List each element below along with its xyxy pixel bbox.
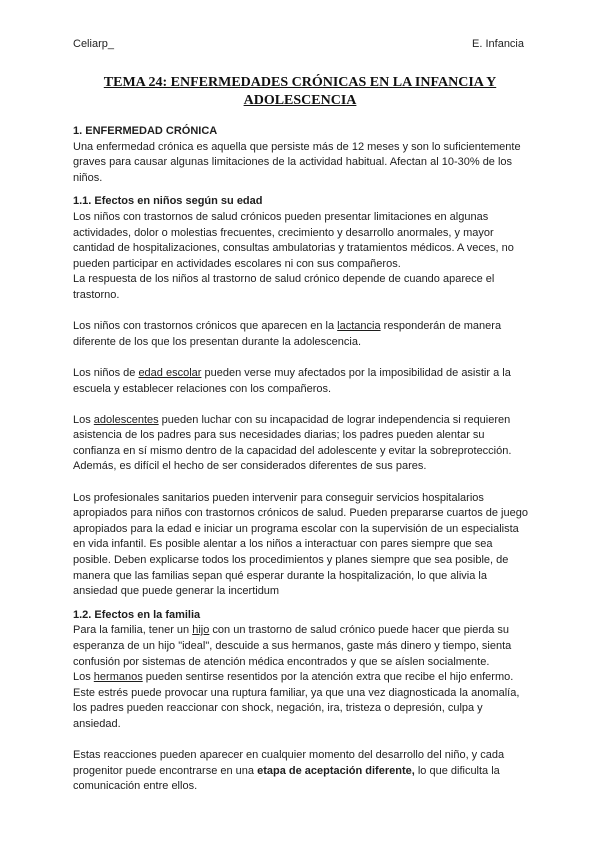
- paragraph: [73, 670, 528, 686]
- paragraph: Los niños con trastornos de salud crónicos pueden presentar limitaciones en algunas actividades, dolor o molestias frecuentes, crecimiento y desarrollo anormales, y mayor cantidad de hospitalizaciones, consultas ambulatorias y tratamientos médicos. A veces, no pueden participar en actividades escolares ni con sus compañeros.: [73, 210, 514, 270]
- text-run: lo que dificulta la comunicación entre ellos.: [73, 764, 500, 793]
- text-run: Los niños de: [73, 366, 139, 379]
- text-run: pueden sentirse resentidos por la atención extra que recibe el hijo enfermo.: [142, 671, 514, 684]
- underlined-term: adolescentes: [93, 413, 159, 426]
- text-run: Estas reacciones pueden aparecer en cualquier momento del desarrollo del niño, y cada progenitor puede encontrarse en una: [73, 749, 505, 777]
- bold-term: etapa de aceptación diferente,: [257, 764, 415, 777]
- paragraph: Una enfermedad crónica es aquella que persiste más de 12 meses y son lo suficientemente graves para causar algunas limitaciones de la actividad habitual. Afectan al 10-30% de los niños.: [73, 140, 521, 184]
- paragraph: [73, 623, 528, 670]
- paragraph: [73, 748, 528, 795]
- title-line-2: ADOLESCENCIA: [243, 93, 357, 108]
- title-line-1: TEMA 24: ENFERMEDADES CRÓNICAS EN LA INFANCIA Y: [103, 75, 497, 90]
- text-run: pueden verse muy afectados por la imposibilidad de asistir a la escuela y establecer relaciones con los compañeros.: [73, 366, 511, 395]
- paragraph: Este estrés puede provocar una ruptura familiar, ya que una vez diagnosticada la anomalía, los padres pueden reaccionar con shock, negación, ira, tristeza o depresión, culpa y ansiedad.: [73, 686, 520, 730]
- underlined-term: hermanos: [93, 671, 143, 684]
- text-run: responderán de manera diferente de los que los presentan durante la adolescencia.: [73, 320, 502, 348]
- paragraph: Los profesionales sanitarios pueden intervenir para conseguir servicios hospitalarios apropiados para niños con trastornos crónicos de salud. Pueden prepararse cuartos de juego apropiados para la edad e iniciar un programa escolar con la supervisión de un especialista en vida infantil. Es posible alentar a los niños a interactuar con pares siempre que sea posible. Deben explicarse todos los procedimientos y planes siempre que sea posible, de manera que las familias sepan qué esperar durante la hospitalización, lo que alivia la ansiedad que puede generar la incertidum: [73, 491, 528, 598]
- text-run: pueden luchar con su incapacidad de lograr independencia si requieren asistencia de los padres para sus necesidades diarias; los padres pueden alentar su confianza en sí mismo dentro de la capacidad del adolescente y evitar la sobreprotección. Además, es difícil el hecho de ser considerados diferentes de sus pares.: [73, 413, 512, 473]
- document-title: [60, 74, 540, 110]
- text-run: Los: [73, 413, 94, 426]
- section-heading-1-2: 1.2. Efectos en la familia: [73, 608, 201, 621]
- paragraph: [73, 413, 528, 475]
- text-run: Los: [73, 671, 94, 684]
- header-subject: E. Infancia: [472, 38, 524, 50]
- text-run: Para la familia, tener un: [73, 624, 193, 637]
- paragraph: [73, 319, 528, 350]
- paragraph: La respuesta de los niños al trastorno de salud crónico depende de cuando aparece el trastorno.: [73, 273, 495, 301]
- document-body: [73, 124, 528, 795]
- paragraph: [73, 366, 528, 397]
- header-author: Celiarp_: [73, 38, 114, 50]
- underlined-term: edad escolar: [138, 366, 202, 379]
- section-heading-1-1: 1.1. Efectos en niños según su edad: [73, 195, 263, 208]
- text-run: Los niños con trastornos crónicos que aparecen en la: [73, 320, 338, 333]
- underlined-term: lactancia: [337, 320, 381, 333]
- section-heading-1: 1. ENFERMEDAD CRÓNICA: [73, 125, 218, 137]
- underlined-term: hijo: [192, 624, 210, 637]
- text-run: con un trastorno de salud crónico puede hacer que pierda su esperanza de un hijo "ideal", descuide a sus hermanos, gaste más dinero y tiempo, sienta confusión por sistemas de atención médica encontrados y que se aíslen socialmente.: [73, 624, 512, 668]
